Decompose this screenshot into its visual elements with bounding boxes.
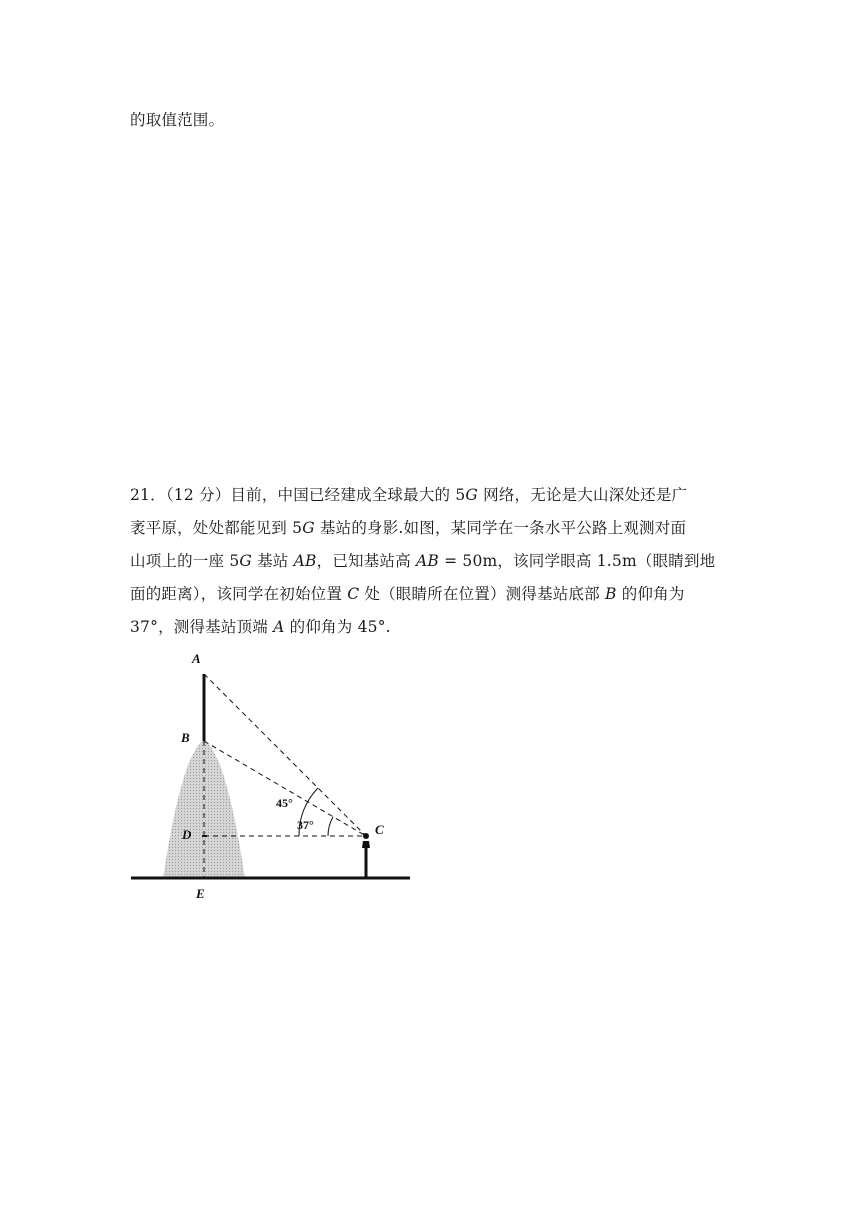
text-segment: 的仰角为 45°.	[284, 618, 391, 636]
text-segment: 基站的身影.如图，某同学在一条水平公路上观测对面	[314, 519, 687, 537]
previous-question-ending: 的取值范围。	[130, 111, 225, 129]
question-21-line-1	[130, 485, 687, 505]
text-segment: 面的距离），该同学在初始位置	[130, 585, 348, 603]
italic-variable: G	[302, 519, 315, 537]
question-21-line-2	[130, 518, 686, 538]
text-segment: 37°，测得基站顶端	[130, 618, 274, 636]
text-segment: = 50m，该同学眼高 1.5m（眼睛到地	[438, 552, 716, 570]
italic-variable: G	[465, 486, 479, 504]
question-21-line-4	[130, 584, 685, 604]
italic-variable: B	[605, 585, 617, 603]
geometry-figure	[125, 645, 420, 910]
text-segment: 袤平原，处处都能见到 5	[130, 519, 303, 537]
angle-arc-37	[328, 817, 333, 836]
label-a: A	[192, 651, 201, 666]
text-segment: ，已知基站高	[316, 552, 416, 570]
label-c: C	[375, 822, 384, 837]
label-e: E	[196, 886, 205, 901]
text-segment: 基站	[251, 552, 294, 570]
text-segment: 21．（12 分）目前，中国已经建成全球最大的 5	[130, 486, 466, 504]
label-d: D	[182, 827, 192, 842]
angle-label-37: 37°	[297, 818, 314, 832]
text-segment: 的仰角为	[616, 585, 685, 603]
italic-variable: G	[239, 552, 252, 570]
italic-variable: C	[347, 585, 360, 603]
question-21-line-3	[130, 551, 715, 571]
observer-figure	[362, 833, 370, 878]
label-b: B	[181, 730, 190, 745]
italic-variable: AB	[415, 552, 439, 570]
text-segment: 处（眼睛所在位置）测得基站底部	[359, 585, 606, 603]
question-21-line-5	[130, 617, 391, 637]
italic-variable: A	[273, 618, 285, 636]
italic-variable: AB	[293, 552, 317, 570]
text-segment: 网络，无论是大山深处还是广	[478, 486, 688, 504]
angle-label-45: 45°	[276, 796, 293, 810]
text-segment: 山项上的一座 5	[130, 552, 240, 570]
